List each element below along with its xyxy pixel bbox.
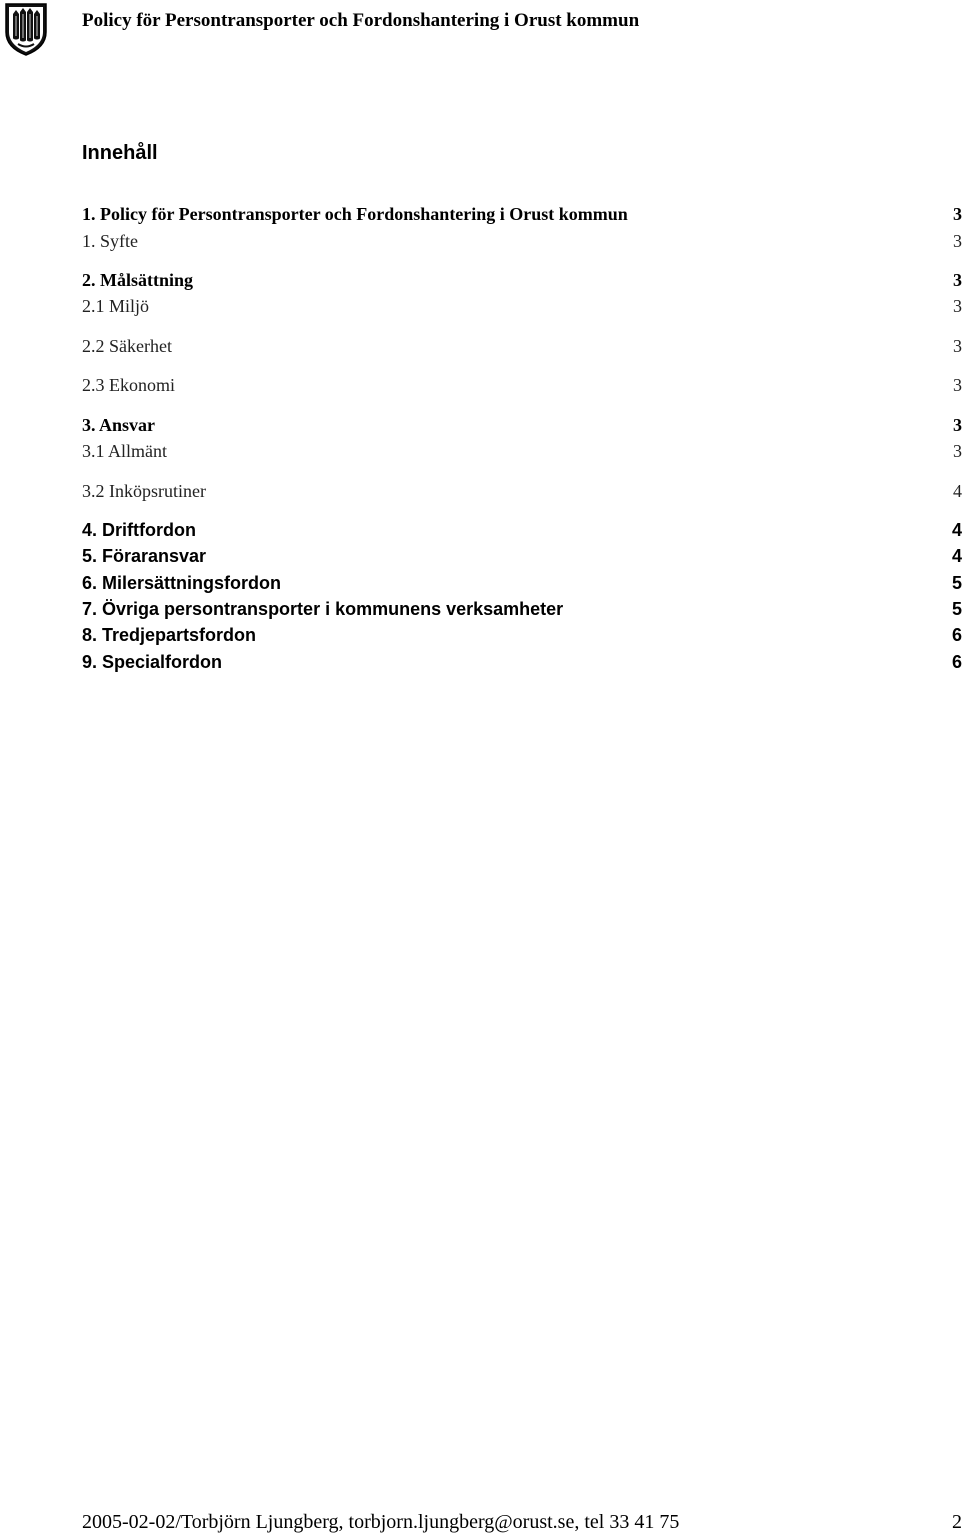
- toc-entry-label: 3.1 Allmänt: [82, 441, 167, 461]
- toc-entry-ovriga-persontransporter[interactable]: [82, 597, 962, 621]
- toc-entry-label: 6. Milersättningsfordon: [82, 573, 282, 593]
- toc-entry-page: 3: [953, 296, 962, 316]
- toc-entry-label: 5. Föraransvar: [82, 546, 207, 566]
- toc-entry-ekonomi[interactable]: [82, 373, 962, 397]
- toc-entry-label: 8. Tredjepartsfordon: [82, 625, 257, 645]
- toc-entry-milersattningsfordon[interactable]: [82, 571, 962, 595]
- toc-entry-page: 3: [953, 441, 962, 461]
- toc-entry-syfte[interactable]: [82, 229, 962, 253]
- toc-entry-label: 9. Specialfordon: [82, 652, 223, 672]
- toc-entry-specialfordon[interactable]: [82, 650, 962, 674]
- toc-entry-sakerhet[interactable]: [82, 334, 962, 358]
- footer-contact-text: 2005-02-02/Torbjörn Ljungberg, torbjorn.ljungberg@orust.se, tel 33 41 75: [82, 1511, 680, 1533]
- toc-entry-page: 3: [953, 415, 962, 435]
- toc-entry-driftfordon[interactable]: [82, 518, 962, 542]
- toc-entry-label: 7. Övriga persontransporter i kommunens verksamheter: [82, 599, 564, 619]
- toc-entry-page: 5: [951, 573, 962, 593]
- toc-entry-foraransvar[interactable]: [82, 544, 962, 568]
- toc-entry-miljo[interactable]: [82, 294, 962, 318]
- municipal-crest-logo: [4, 2, 48, 56]
- toc-entry-ansvar[interactable]: [82, 413, 962, 437]
- toc-entry-policy[interactable]: [82, 202, 962, 226]
- toc-entry-page: 4: [953, 481, 962, 501]
- toc-entry-page: 3: [953, 375, 962, 395]
- toc-entry-page: 6: [951, 652, 962, 672]
- toc-entry-label: 1. Policy för Persontransporter och Fordonshantering i Orust kommun: [82, 204, 628, 224]
- toc-entry-label: 2.2 Säkerhet: [82, 336, 172, 356]
- toc-entry-label: 3.2 Inköpsrutiner: [82, 481, 206, 501]
- footer-page-number: 2: [952, 1511, 962, 1533]
- toc-entry-allmant[interactable]: [82, 439, 962, 463]
- page-footer: [82, 1508, 962, 1536]
- header-title: Policy för Persontransporter och Fordonshantering i Orust kommun: [82, 10, 640, 31]
- toc-heading: Innehåll: [82, 142, 158, 164]
- page-header: [0, 0, 960, 60]
- toc-entry-page: 3: [953, 204, 962, 224]
- toc-entry-page: 4: [951, 546, 962, 566]
- toc-entry-label: 2.3 Ekonomi: [82, 375, 175, 395]
- toc-entry-page: 4: [951, 520, 962, 540]
- toc-entry-label: 4. Driftfordon: [82, 520, 196, 540]
- toc-entry-malsattning[interactable]: [82, 268, 962, 292]
- toc-entry-label: 3. Ansvar: [82, 415, 156, 435]
- toc-entry-tredjepartsfordon[interactable]: [82, 623, 962, 647]
- toc-entry-inkopsrutiner[interactable]: [82, 479, 962, 503]
- toc-entry-page: 3: [953, 336, 962, 356]
- toc-entry-label: 2. Målsättning: [82, 270, 194, 290]
- toc-entry-page: 5: [951, 599, 962, 619]
- toc-entry-page: 3: [953, 270, 962, 290]
- toc-entry-page: 6: [951, 625, 962, 645]
- toc-entry-label: 2.1 Miljö: [82, 296, 150, 316]
- toc-entry-label: 1. Syfte: [82, 231, 138, 251]
- toc-entry-page: 3: [953, 231, 962, 251]
